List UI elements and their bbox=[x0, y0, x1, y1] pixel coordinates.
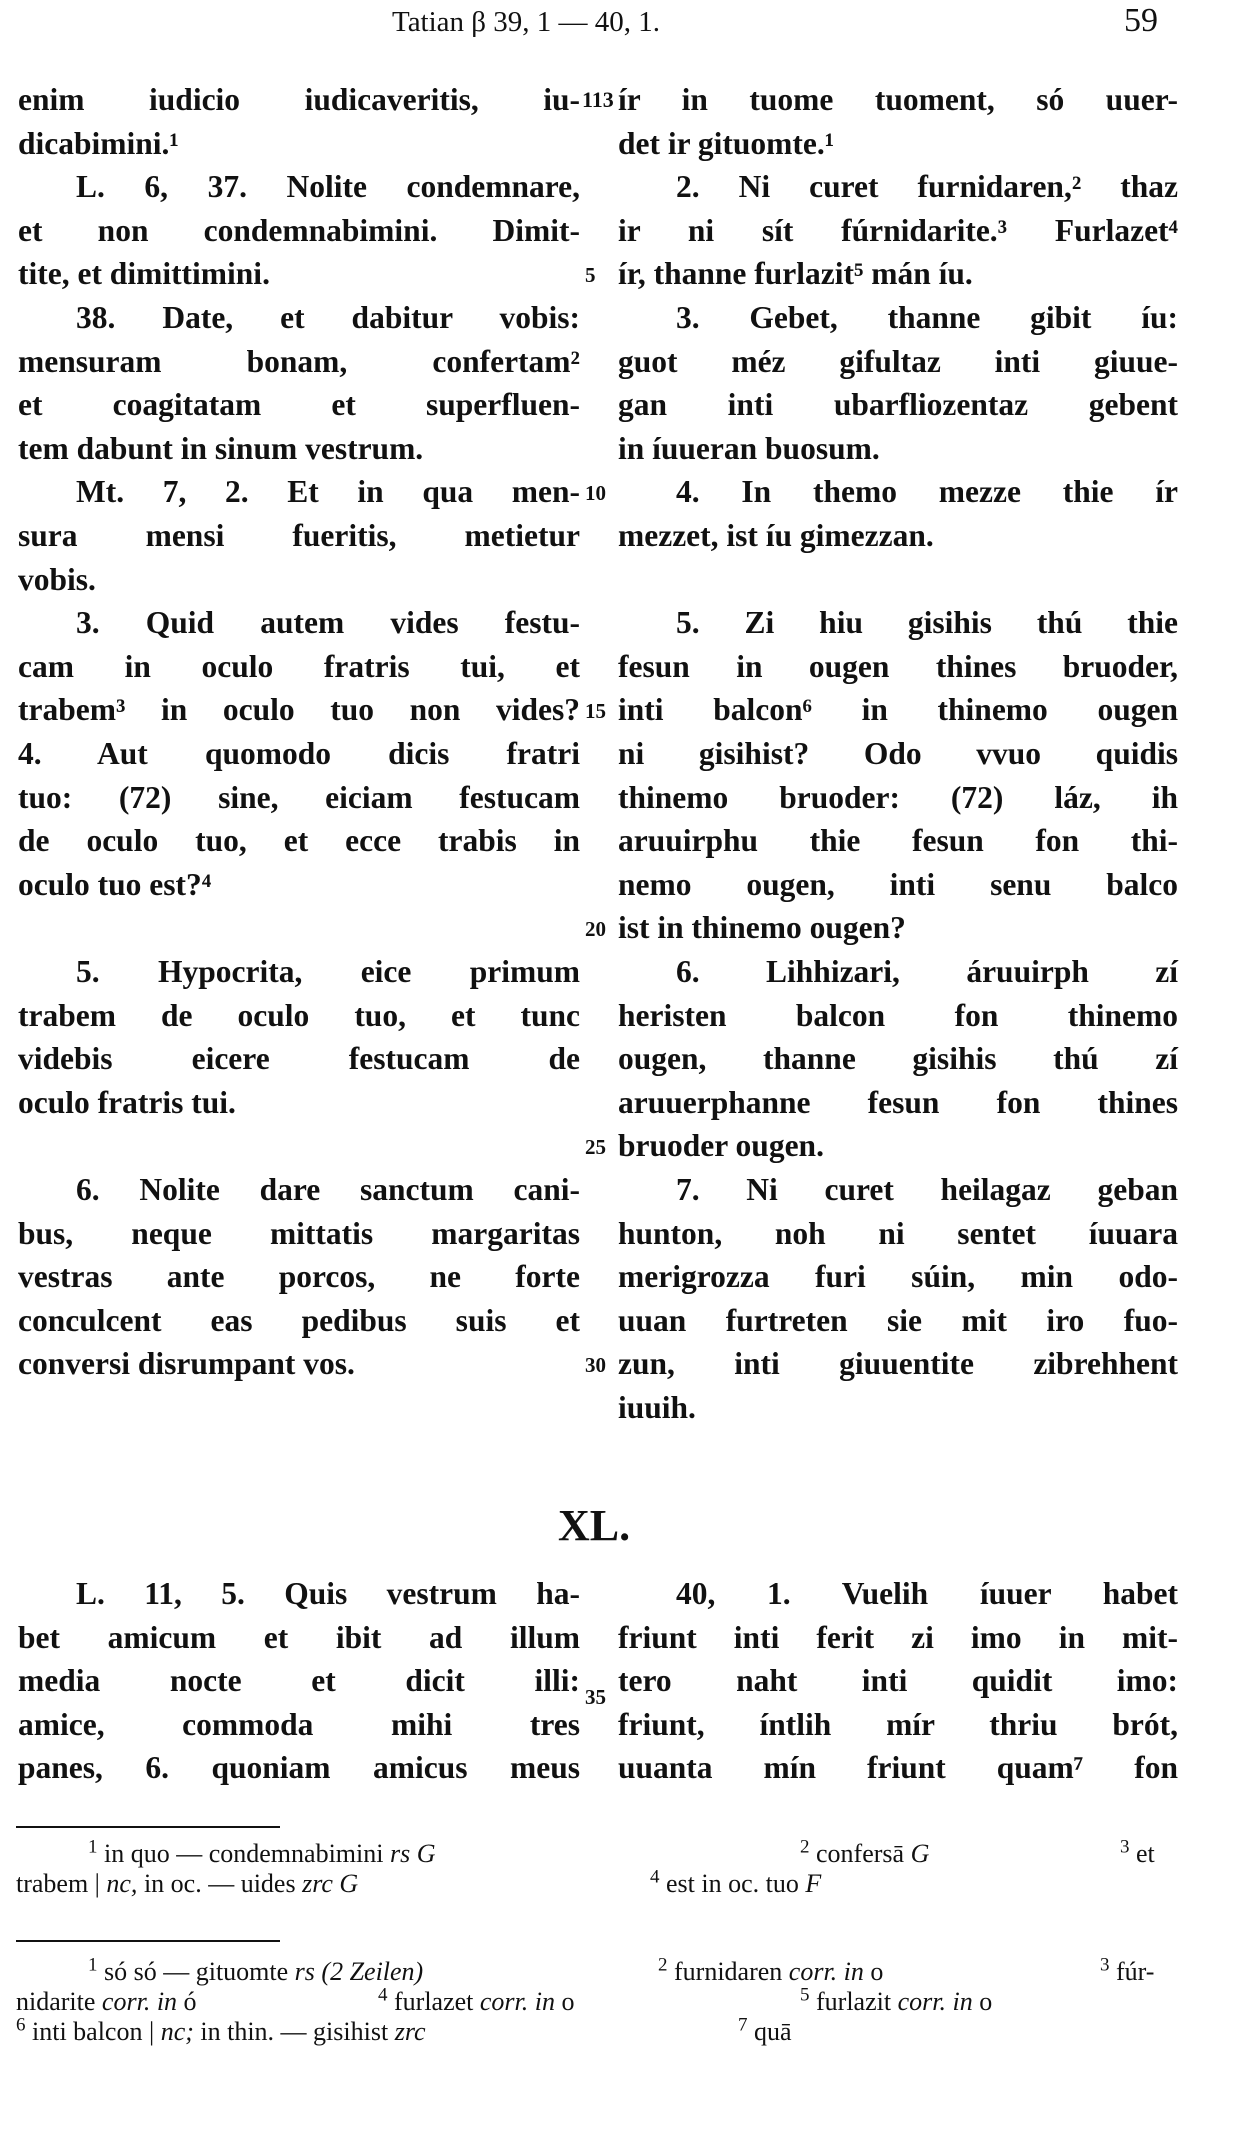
text-line: zun, inti giuuentite zibrehhent bbox=[618, 1346, 1178, 1382]
text-line: oculo tuo est?⁴ bbox=[18, 866, 212, 902]
text-line: in íuueran buosum. bbox=[618, 430, 880, 466]
text-line: iuuih. bbox=[618, 1390, 696, 1425]
text-line: uuan furtreten sie mit iro fuo- bbox=[618, 1302, 1178, 1338]
text-line: oculo fratris tui. bbox=[18, 1084, 236, 1120]
text-line: et non condemnabimini. Dimit- bbox=[18, 212, 580, 248]
text-line: tuo: (72) sine, eiciam festucam bbox=[18, 779, 580, 815]
footnote-rule bbox=[16, 1826, 280, 1828]
text-line: ir ni sít fúrnidarite.³ Furlazet⁴ bbox=[618, 212, 1178, 248]
text-line: mezzet, ist íu gimezzan. bbox=[618, 518, 934, 553]
footnote-latin-1: $^1$ in quo — condemnabimini rs G bbox=[88, 1836, 436, 1868]
footnote-ohg-4: $^4$ furlazet corr. in o bbox=[378, 1984, 575, 2016]
text-line: dicabimini.¹ bbox=[18, 125, 179, 161]
line-number: 25 bbox=[585, 1135, 606, 1159]
line-number: 20 bbox=[585, 917, 606, 941]
text-line: 4. Aut quomodo dicis fratri bbox=[18, 736, 580, 771]
text-line: L. 11, 5. Quis vestrum ha- bbox=[76, 1576, 580, 1611]
line-number: 113 bbox=[582, 87, 614, 112]
text-line: de oculo tuo, et ecce trabis in bbox=[18, 823, 580, 859]
text-line: 4. In themo mezze thie ír bbox=[676, 474, 1178, 510]
text-line: 38. Date, et dabitur vobis: bbox=[76, 300, 580, 335]
text-line: tero naht inti quidit imo: bbox=[618, 1663, 1178, 1699]
text-line: gan inti ubarfliozentaz gebent bbox=[618, 387, 1178, 423]
text-line: 5. Hypocrita, eice primum bbox=[76, 954, 580, 989]
footnote-latin-3: $^3$ et bbox=[1120, 1836, 1155, 1868]
text-line: L. 6, 37. Nolite condemnare, bbox=[76, 169, 580, 205]
text-line: media nocte et dicit illi: bbox=[18, 1663, 580, 1699]
page-number: 59 bbox=[1124, 2, 1158, 39]
text-line: 40, 1. Vuelih íuuer habet bbox=[676, 1576, 1178, 1611]
text-line: 7. Ni curet heilagaz geban bbox=[676, 1172, 1178, 1207]
text-line: merigrozza furi súin, min odo- bbox=[618, 1259, 1178, 1295]
text-line: ni gisihist? Odo vvuo quidis bbox=[618, 736, 1178, 771]
footnote-ohg-5: $^5$ furlazit corr. in o bbox=[800, 1984, 993, 2016]
text-line: det ir gituomte.¹ bbox=[618, 125, 835, 161]
text-line: tite, et dimittimini. bbox=[18, 256, 270, 292]
text-line: 2. Ni curet furnidaren,² thaz bbox=[676, 169, 1178, 205]
footnote-rule bbox=[16, 1940, 280, 1942]
text-line: fesun in ougen thines bruoder, bbox=[618, 648, 1178, 684]
text-line: conversi disrumpant vos. bbox=[18, 1346, 355, 1382]
text-line: vestras ante porcos, ne forte bbox=[18, 1259, 580, 1295]
footnote-latin-2: $^2$ confersā G bbox=[800, 1836, 930, 1868]
line-number: 10 bbox=[585, 481, 606, 505]
line-number: 15 bbox=[585, 699, 606, 723]
text-line: 3. Gebet, thanne gibit íu: bbox=[676, 300, 1178, 335]
footnote-ohg-7: $^7$ quā bbox=[738, 2014, 792, 2046]
text-line: ír in tuome tuoment, só uuer- bbox=[618, 82, 1178, 117]
text-line: bet amicum et ibit ad illum bbox=[18, 1619, 580, 1655]
text-line: bruoder ougen. bbox=[618, 1128, 824, 1164]
text-line: uuanta mín friunt quam⁷ fon bbox=[618, 1750, 1178, 1786]
text-line: heristen balcon fon thinemo bbox=[618, 997, 1178, 1033]
text-line: inti balcon⁶ in thinemo ougen bbox=[618, 692, 1178, 728]
text-line: bus, neque mittatis margaritas bbox=[18, 1215, 580, 1251]
line-number: 30 bbox=[585, 1353, 606, 1377]
text-line: friunt inti ferit zi imo in mit- bbox=[618, 1619, 1178, 1655]
text-line: videbis eicere festucam de bbox=[18, 1041, 580, 1077]
text-line: enim iudicio iudicaveritis, iu- bbox=[18, 82, 580, 117]
text-line: ist in thinemo ougen? bbox=[618, 910, 906, 946]
running-title: Tatian β 39, 1 — 40, 1. bbox=[392, 6, 661, 38]
text-line: cam in oculo fratris tui, et bbox=[18, 648, 580, 684]
text-line: vobis. bbox=[18, 561, 96, 597]
text-line: guot méz gifultaz inti giuue- bbox=[618, 343, 1178, 379]
text-line: aruuerphanne fesun fon thines bbox=[618, 1084, 1178, 1120]
text-line: hunton, noh ni sentet íuuara bbox=[618, 1215, 1178, 1251]
text-line: 6. Nolite dare sanctum cani- bbox=[76, 1172, 580, 1207]
text-line: tem dabunt in sinum vestrum. bbox=[18, 430, 424, 466]
text-line: mensuram bonam, confertam² bbox=[18, 343, 580, 379]
text-line: aruuirphu thie fesun fon thi- bbox=[618, 823, 1178, 859]
text-line: sura mensi fueritis, metietur bbox=[18, 518, 580, 553]
text-line: ír, thanne furlazit⁵ mán íu. bbox=[618, 256, 973, 292]
footnote-ohg-3-cont: nidarite corr. in ó bbox=[16, 1987, 197, 2016]
text-line: 6. Lihhizari, áruuirph zí bbox=[676, 954, 1178, 989]
text-line: amice, commoda mihi tres bbox=[18, 1706, 580, 1742]
text-line: friunt, íntlih mír thriu brót, bbox=[618, 1706, 1178, 1742]
text-line: Mt. 7, 2. Et in qua men- bbox=[76, 474, 580, 510]
section-heading: XL. bbox=[558, 1501, 631, 1550]
text-line: panes, 6. quoniam amicus meus bbox=[18, 1750, 580, 1786]
line-number: 35 bbox=[585, 1685, 606, 1709]
line-number: 5 bbox=[585, 263, 596, 287]
footnote-ohg-1: $^1$ só só — gituomte rs (2 Zeilen) bbox=[88, 1954, 424, 1986]
footnote-latin-3-cont: trabem | nc, in oc. — uides zrc G bbox=[16, 1869, 359, 1898]
text-line: 3. Quid autem vides festu- bbox=[76, 605, 580, 641]
text-line: et coagitatam et superfluen- bbox=[18, 387, 580, 423]
footnote-ohg-3: $^3$ fúr- bbox=[1100, 1954, 1155, 1986]
text-line: conculcent eas pedibus suis et bbox=[18, 1302, 580, 1338]
footnote-ohg-6: $^6$ inti balcon | nc; in thin. — gisihist zrc bbox=[16, 2014, 426, 2046]
text-line: 5. Zi hiu gisihis thú thie bbox=[676, 605, 1178, 641]
text-line: nemo ougen, inti senu balco bbox=[618, 866, 1178, 902]
footnote-latin-4: $^4$ est in oc. tuo F bbox=[650, 1866, 822, 1898]
text-line: ougen, thanne gisihis thú zí bbox=[618, 1041, 1178, 1077]
text-line: trabem de oculo tuo, et tunc bbox=[18, 997, 580, 1033]
text-line: trabem³ in oculo tuo non vides? bbox=[18, 692, 580, 728]
footnote-ohg-2: $^2$ furnidaren corr. in o bbox=[658, 1954, 884, 1986]
text-line: thinemo bruoder: (72) láz, ih bbox=[618, 779, 1178, 815]
